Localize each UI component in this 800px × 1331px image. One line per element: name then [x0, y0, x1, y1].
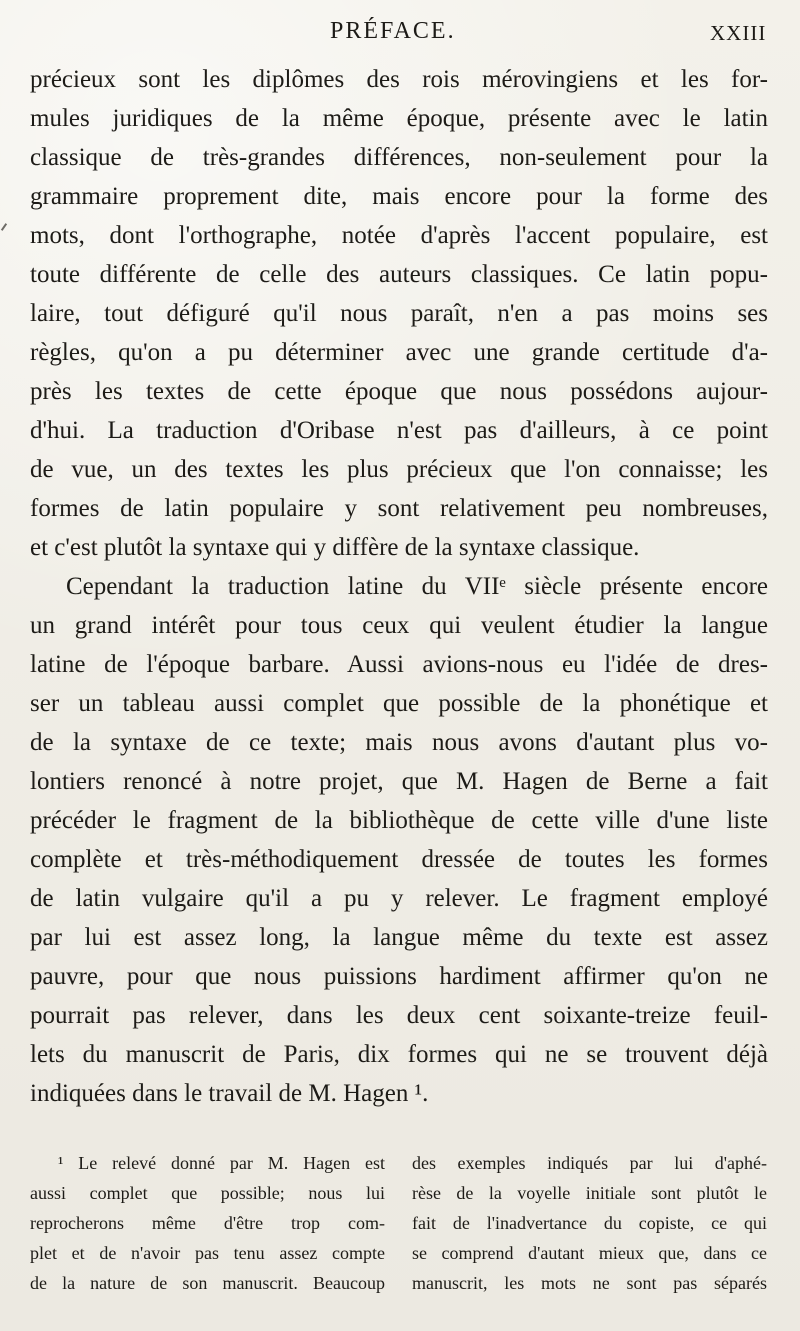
text-line: indiquées dans le travail de M. Hagen ¹.	[30, 1080, 429, 1107]
text-line: près les textes de cette époque que nous possédons aujour-	[30, 378, 768, 405]
footnote-line: ¹ Le relevé donné par M. Hagen est	[58, 1153, 385, 1173]
text-line: d'hui. La traduction d'Oribase n'est pas d'ailleurs, à ce point	[30, 417, 768, 444]
text-line: mots, dont l'orthographe, notée d'après l'accent populaire, est	[30, 222, 768, 249]
footnote-column-right	[412, 1148, 767, 1298]
footnote-line: reprocherons même d'être trop com-	[30, 1213, 385, 1233]
footnote-line: rèse de la voyelle initiale sont plutôt le	[412, 1183, 767, 1203]
text-line: classique de très-grandes différences, non-seulement pour la	[30, 144, 768, 171]
text-line: Cependant la traduction latine du VIIᵉ siècle présente encore	[66, 573, 768, 600]
page-speck	[1, 223, 7, 231]
page-number: XXIII	[710, 21, 767, 45]
running-title: PRÉFACE.	[330, 18, 456, 44]
text-line: lets du manuscrit de Paris, dix formes qui ne se trouvent déjà	[30, 1041, 768, 1068]
text-line: règles, qu'on a pu déterminer avec une grande certitude d'a-	[30, 339, 768, 366]
text-line: mules juridiques de la même époque, présente avec le latin	[30, 105, 768, 132]
text-line: laire, tout défiguré qu'il nous paraît, n'en a pas moins ses	[30, 300, 768, 327]
text-line: toute différente de celle des auteurs classiques. Ce latin popu-	[30, 261, 768, 288]
footnote-line: fait de l'inadvertance du copiste, ce qui	[412, 1213, 767, 1233]
text-line: formes de latin populaire y sont relativement peu nombreuses,	[30, 495, 768, 522]
footnote-column-left	[30, 1148, 385, 1298]
text-line: de vue, un des textes les plus précieux que l'on connaisse; les	[30, 456, 768, 483]
text-line: de la syntaxe de ce texte; mais nous avons d'autant plus vo-	[30, 729, 768, 756]
main-text	[30, 60, 768, 1113]
footnote-line: se comprend d'autant mieux que, dans ce	[412, 1243, 767, 1263]
text-line: pourrait pas relever, dans les deux cent soixante-treize feuil-	[30, 1002, 768, 1029]
text-line: lontiers renoncé à notre projet, que M. Hagen de Berne a fait	[30, 768, 768, 795]
page-header	[0, 18, 800, 58]
footnote-line: aussi complet que possible; nous lui	[30, 1183, 385, 1203]
text-line: de latin vulgaire qu'il a pu y relever. Le fragment employé	[30, 885, 768, 912]
footnote-line: des exemples indiqués par lui d'aphé-	[412, 1153, 767, 1173]
text-line: précéder le fragment de la bibliothèque de cette ville d'une liste	[30, 807, 768, 834]
footnote-line: de la nature de son manuscrit. Beaucoup	[30, 1273, 385, 1293]
text-line: par lui est assez long, la langue même du texte est assez	[30, 924, 768, 951]
text-line: grammaire proprement dite, mais encore pour la forme des	[30, 183, 768, 210]
text-line: pauvre, pour que nous puissions hardiment affirmer qu'on ne	[30, 963, 768, 990]
text-line: latine de l'époque barbare. Aussi avions-nous eu l'idée de dres-	[30, 651, 768, 678]
footnote-line: plet et de n'avoir pas tenu assez compte	[30, 1243, 385, 1263]
text-line: complète et très-méthodiquement dressée de toutes les formes	[30, 846, 768, 873]
text-line: un grand intérêt pour tous ceux qui veulent étudier la langue	[30, 612, 768, 639]
text-line: et c'est plutôt la syntaxe qui y diffère de la syntaxe classique.	[30, 534, 640, 561]
text-line: ser un tableau aussi complet que possible de la phonétique et	[30, 690, 768, 717]
footnote-line: manuscrit, les mots ne sont pas séparés	[412, 1273, 767, 1293]
text-line: précieux sont les diplômes des rois mérovingiens et les for-	[30, 66, 768, 93]
